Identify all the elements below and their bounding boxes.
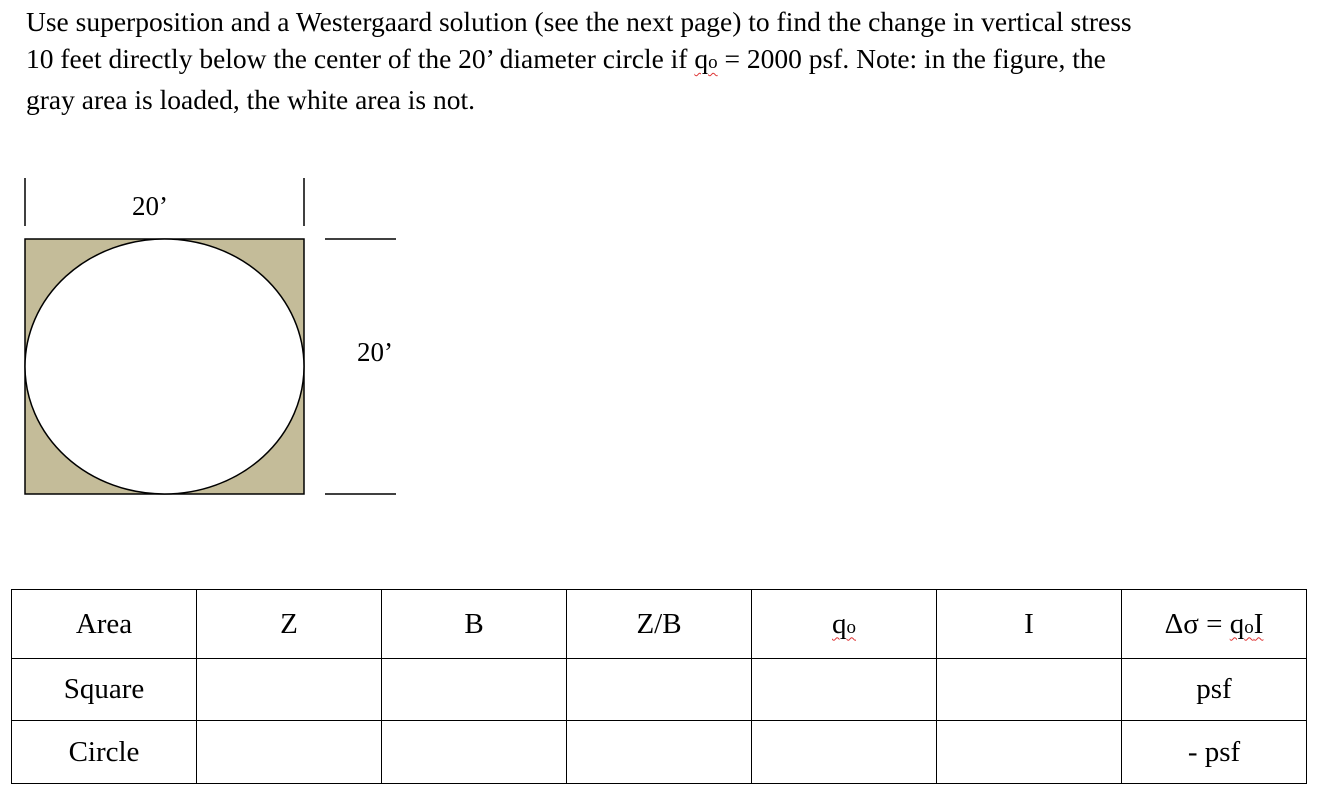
qo-sub: o — [846, 616, 856, 638]
cell-delta-sigma[interactable]: psf — [1122, 659, 1307, 721]
header-delta-sigma — [1122, 590, 1307, 659]
ds-i: I — [1253, 607, 1264, 640]
cell-z[interactable] — [197, 659, 382, 721]
width-dimension-label: 20’ — [132, 191, 168, 221]
table-row — [12, 659, 1307, 721]
cell-i[interactable] — [937, 721, 1122, 784]
cell-delta-sigma[interactable]: - psf — [1122, 721, 1307, 784]
cell-qo[interactable] — [752, 659, 937, 721]
header-z-over-b: Z/B — [567, 590, 752, 659]
delta-sigma-prefix: Δσ = — [1164, 607, 1230, 640]
cell-b[interactable] — [382, 721, 567, 784]
calculation-table — [11, 589, 1307, 784]
height-dimension-label: 20’ — [357, 337, 393, 367]
qo-q: q — [832, 607, 847, 640]
cell-b[interactable] — [382, 659, 567, 721]
problem-line-3: gray area is loaded, the white area is not. — [26, 84, 475, 115]
cell-z[interactable] — [197, 721, 382, 784]
problem-line-2a: 10 feet directly below the center of the 20’ diameter circle if — [26, 43, 695, 74]
ds-sub: o — [1244, 616, 1254, 638]
problem-line-2b: = 2000 psf. Note: in the figure, the — [717, 43, 1106, 74]
unloaded-circle-area — [25, 239, 304, 494]
header-b: B — [382, 590, 567, 659]
q-symbol: q — [694, 43, 709, 74]
cell-z-over-b[interactable] — [567, 659, 752, 721]
row-area-circle: Circle — [12, 721, 197, 784]
header-z: Z — [197, 590, 382, 659]
ds-q: q — [1229, 607, 1245, 640]
qo-symbol — [832, 608, 856, 640]
cell-i[interactable] — [937, 659, 1122, 721]
table-row — [12, 721, 1307, 784]
cell-z-over-b[interactable] — [567, 721, 752, 784]
table-header-row — [12, 590, 1307, 659]
q-subscript: o — [708, 52, 718, 73]
qo-i-product — [1230, 608, 1264, 640]
header-i: I — [937, 590, 1122, 659]
cell-qo[interactable] — [752, 721, 937, 784]
header-qo — [752, 590, 937, 659]
row-area-square: Square — [12, 659, 197, 721]
header-area: Area — [12, 590, 197, 659]
problem-line-1: Use superposition and a Westergaard solution (see the next page) to find the change in vertical stress — [26, 6, 1132, 37]
